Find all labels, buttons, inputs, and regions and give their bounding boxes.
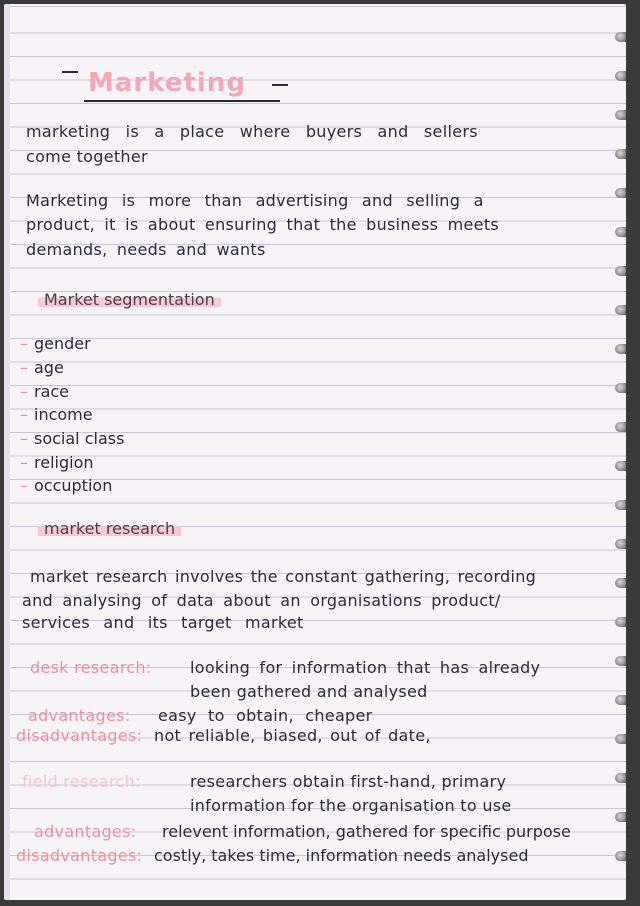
- field-line-2: information for the organisation to use: [190, 796, 512, 815]
- segmentation-heading: Market segmentation: [38, 290, 221, 309]
- research-line-3: services and its target market: [22, 613, 304, 632]
- research-heading: market research: [38, 519, 181, 538]
- page-title: Marketing: [88, 68, 246, 98]
- definition-line-3: demands, needs and wants: [26, 240, 266, 259]
- field-disadvantages-text: costly, takes time, information needs analysed: [154, 846, 529, 865]
- title-dash-right: [272, 84, 288, 86]
- intro-line-1: marketing is a place where buyers and sellers: [26, 122, 478, 141]
- research-line-2: and analysing of data about an organisations product/: [22, 591, 501, 610]
- list-item: – religion: [20, 453, 94, 472]
- desk-advantages-text: easy to obtain, cheaper: [158, 706, 373, 725]
- list-item: – social class: [20, 429, 125, 448]
- list-item: – race: [20, 382, 70, 401]
- intro-line-2: come together: [26, 147, 148, 166]
- spiral-binding: [612, 4, 626, 900]
- field-advantages-text: relevent information, gathered for specific purpose: [162, 822, 571, 841]
- title-underline: [84, 100, 280, 102]
- list-item: – gender: [20, 334, 91, 353]
- desk-disadvantages-text: not reliable, biased, out of date,: [154, 726, 431, 745]
- notebook-page: [4, 4, 626, 900]
- desk-line-2: been gathered and analysed: [190, 682, 428, 701]
- list-item: – age: [20, 358, 64, 377]
- desk-line-1: looking for information that has already: [190, 658, 541, 677]
- research-line-1: market research involves the constant gathering, recording: [30, 567, 537, 586]
- title-dash-left: [62, 71, 78, 73]
- desk-advantages-label: advantages:: [28, 706, 131, 725]
- definition-line-1: Marketing is more than advertising and selling a: [26, 191, 484, 210]
- field-disadvantages-label: disadvantages:: [16, 846, 143, 865]
- field-line-1: researchers obtain first-hand, primary: [190, 772, 507, 791]
- desk-disadvantages-label: disadvantages:: [16, 726, 143, 745]
- definition-line-2: product, it is about ensuring that the business meets: [26, 215, 500, 234]
- page-margin: [4, 4, 10, 900]
- field-research-label: field research:: [22, 772, 141, 791]
- field-advantages-label: advantages:: [34, 822, 137, 841]
- desk-research-label: desk research:: [30, 658, 152, 677]
- list-item: – income: [20, 405, 93, 424]
- list-item: – occuption: [20, 476, 113, 495]
